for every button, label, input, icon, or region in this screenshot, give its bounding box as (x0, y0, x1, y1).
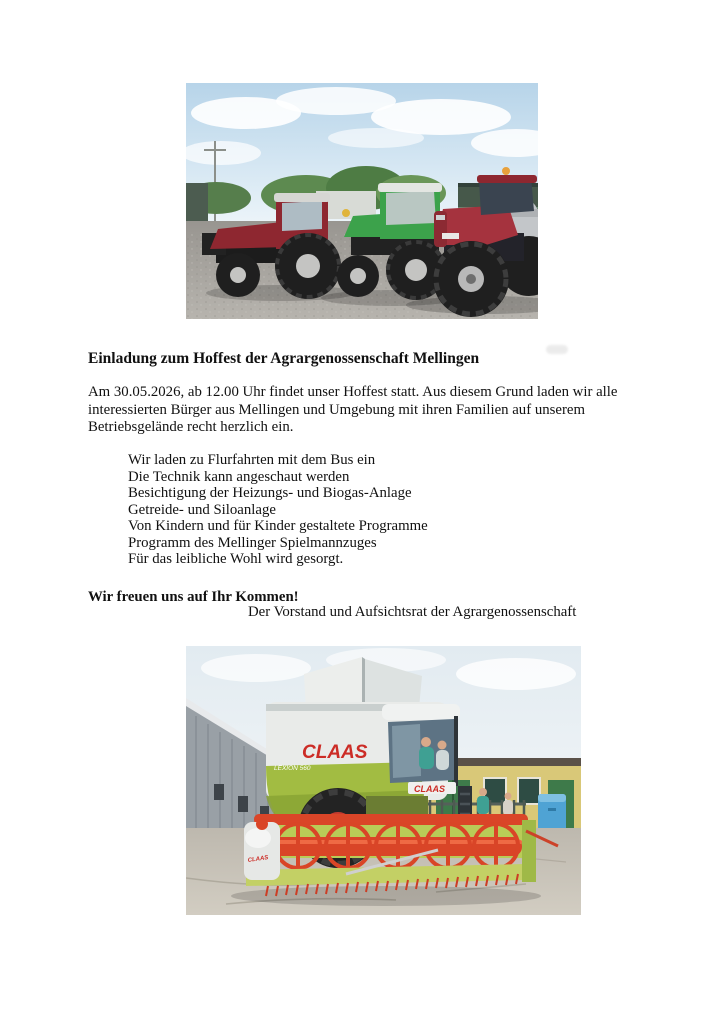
intro-line: interessierten Bürger aus Mellingen und Umgebung mit ihren Familien auf unserem (88, 401, 585, 418)
combine-harvester-photo (186, 646, 581, 915)
scan-artifact (546, 345, 568, 354)
closing-line: Wir freuen uns auf Ihr Kommen! (88, 589, 299, 605)
intro-paragraph (88, 384, 617, 437)
invitation-title: Einladung zum Hoffest der Agrargenossenschaft Mellingen (88, 350, 480, 367)
program-item: Wir laden zu Flurfahrten mit dem Bus ein (128, 452, 376, 468)
lexion-model-label: LEXION 560 (274, 765, 311, 772)
program-item: Die Technik kann angeschaut werden (128, 468, 350, 485)
intro-line: Betriebsgelände recht herzlich ein. (88, 419, 294, 436)
tractors-photo (186, 83, 538, 319)
program-item: Getreide- und Siloanlage (128, 501, 276, 518)
program-item: Für das leibliche Wohl wird gesorgt. (128, 551, 344, 567)
program-item: Besichtigung der Heizungs- und Biogas-Anlage (128, 485, 412, 501)
claas-logo-side: CLAAS (302, 742, 368, 763)
program-item: Von Kindern und für Kinder gestaltete Programme (128, 518, 428, 534)
program-list (128, 452, 428, 568)
intro-line: Am 30.05.2026, ab 12.00 Uhr findet unser Hoffest statt. Aus diesem Grund laden wir alle (88, 384, 618, 400)
claas-logo-header: CLAAS (247, 855, 269, 864)
program-item: Programm des Mellinger Spielmannzuges (128, 534, 377, 551)
claas-logo-cab: CLAAS (414, 784, 445, 794)
signature-line: Der Vorstand und Aufsichtsrat der Agrargenossenschaft (248, 604, 577, 620)
